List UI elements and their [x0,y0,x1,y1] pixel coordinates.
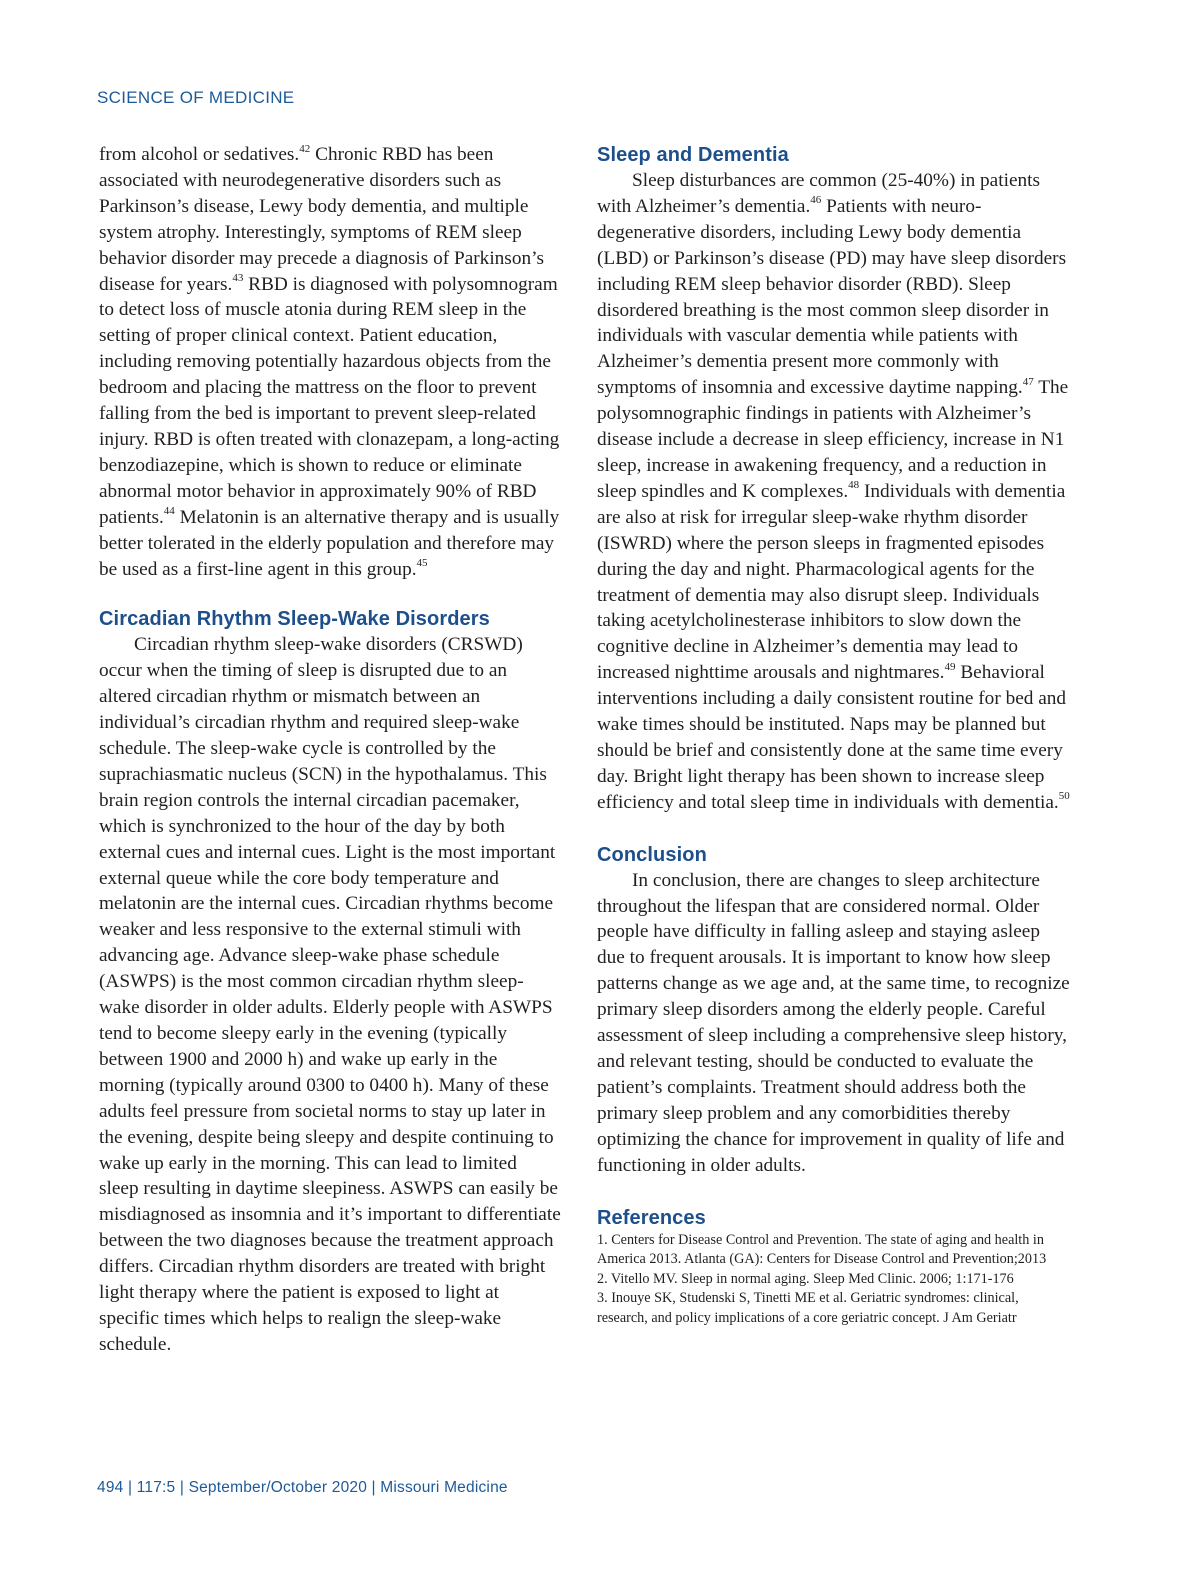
citation: 45 [416,557,428,570]
page-footer: 494 | 117:5 | September/October 2020 | Missouri Medicine [97,1479,508,1496]
reference-item: 1. Centers for Disease Control and Prevention. The state of aging and health in America 2013. Atlanta (GA): Centers for Disease Control and Prevention;2013 [597,1231,1047,1268]
paragraph-circadian: Circadian rhythm sleep-wake disorders (CRSWD) occur when the timing of sleep is disrupted due to an altered circadian rhythm or mismatch between an individual’s circadian rhythm and required sleep-wake schedule. The sleep-wake cycle is controlled by the suprachiasmatic nucleus (SCN) in the hypothalamus. This brain region controls the internal circadian pacemaker, which is synchronized to the hour of the day by both external cues and internal cues. Light is the most important external queue while the core body temperature and melatonin are the internal cues. Circadian rhythms become weaker and less responsive to the external stimuli with advancing age. Advance sleep-wake phase schedule (ASWPS) is the most common circadian rhythm sleep-wake disorder in older adults. Elderly people with ASWPS tend to become sleepy early in the evening (typically between 1900 and 2000 h) and wake up early in the morning (typically around 0300 to 0400 h). Many of these adults feel pressure from societal norms to stay up later in the evening, despite being sleepy and despite continuing to wake up early in the morning. This can lead to limited sleep resulting in daytime sleepiness. ASWPS can easily be misdiagnosed as insomnia and it’s important to differentiate between the two diagnoses because the treatment approach differs. Circadian rhythm disorders are treated with bright light therapy where the patient is exposed to light at specific times which helps to realign the sleep-wake schedule. [99,634,561,1355]
citation: 44 [163,505,175,518]
citation: 50 [1058,790,1070,803]
citation: 42 [299,142,311,155]
paragraph-rbd: from alcohol or sedatives.$^{42}$ Chronic RBD has been associated with neurodegenerative disorders such as Parkinson’s disease, Lewy body dementia, and multiple system atrophy. Interestingly, symptoms of REM sleep behavior disorder may precede a diagnosis of Parkinson’s disease for years.$^{43}$ RBD is diagnosed with polysomnogram to detect loss of muscle atonia during REM sleep in the setting of proper clinical context. Patient education, including removing potentially hazardous objects from the bedroom and placing the mattress on the floor to prevent falling from the bed is important to prevent sleep-related injury. RBD is often treated with clonazepam, a long-acting benzodiazepine, which is shown to reduce or eliminate abnormal motor behavior in approximately 90% of RBD patients.$^{44}$ Melatonin is an alternative therapy and is usually better tolerated in the elderly population and therefore may be used as a first-line agent in this group.$^{45}$ [99,142,560,580]
reference-item: 3. Inouye SK, Studenski S, Tinetti ME et al. Geriatric syndromes: clinical, research, and policy implications of a core geriatric concept. J Am Geriatr [597,1290,1019,1326]
right-column [597,142,1071,1329]
reference-item: 2. Vitello MV. Sleep in normal aging. Sleep Med Clinic. 2006; 1:171-176 [597,1270,1014,1287]
paragraph-dementia: Sleep disturbances are common (25-40%) in patients with Alzheimer’s dementia.$^{46}$ Patients with neuro-degenerative disorders, including Lewy body dementia (LBD) or Parkinson’s disease (PD) may have sleep disorders including REM sleep behavior disorder (RBD). Sleep disordered breathing is the most common sleep disorder in individuals with vascular dementia while patients with Alzheimer’s dementia present more commonly with symptoms of insomnia and excessive daytime napping.$^{47}$ The polysomnographic findings in patients with Alzheimer’s disease include a decrease in sleep efficiency, increase in N1 sleep, increase in awakening frequency, and a reduction in sleep spindles and K complexes.$^{48}$ Individuals with dementia are also at risk for irregular sleep-wake rhythm disorder (ISWRD) where the person sleeps in fragmented episodes during the day and night. Pharmacological agents for the treatment of dementia may also disrupt sleep. Individuals taking acetylcholinesterase inhibitors to slow down the cognitive decline in Alzheimer’s dementia may lead to increased nighttime arousals and nightmares.$^{49}$ Behavioral interventions including a daily consistent routine for bed and wake times should be instituted. Naps may be planned but should be brief and consistently done at the same time every day. Bright light therapy has been shown to increase sleep efficiency and total sleep time in individuals with dementia.$^{50}$ [597,170,1070,813]
heading-references: References [597,1206,706,1229]
heading-circadian: Circadian Rhythm Sleep-Wake Disorders [99,608,490,631]
heading-dementia: Sleep and Dementia [597,144,789,166]
section-header: SCIENCE OF MEDICINE [97,88,295,107]
citation: 49 [944,660,956,673]
citation: 48 [848,479,860,492]
left-column [99,142,561,1358]
citation: 43 [232,272,244,285]
heading-conclusion: Conclusion [597,843,707,866]
paragraph-conclusion: In conclusion, there are changes to sleep architecture throughout the lifespan that are considered normal. Older people have difficulty in falling asleep and staying asleep due to frequent arousals. It is important to know how sleep patterns change as we age and, at the same time, to recognize primary sleep disorders among the elderly people. Careful assessment of sleep including a comprehensive sleep history, and relevant testing, should be conducted to evaluate the patient’s complaints. Treatment should address both the primary sleep problem and any comorbidities thereby optimizing the chance for improvement in quality of life and functioning in older adults. [597,869,1070,1176]
reference-list [597,1231,1071,1329]
citation: 46 [810,194,822,207]
citation: 47 [1022,375,1034,388]
